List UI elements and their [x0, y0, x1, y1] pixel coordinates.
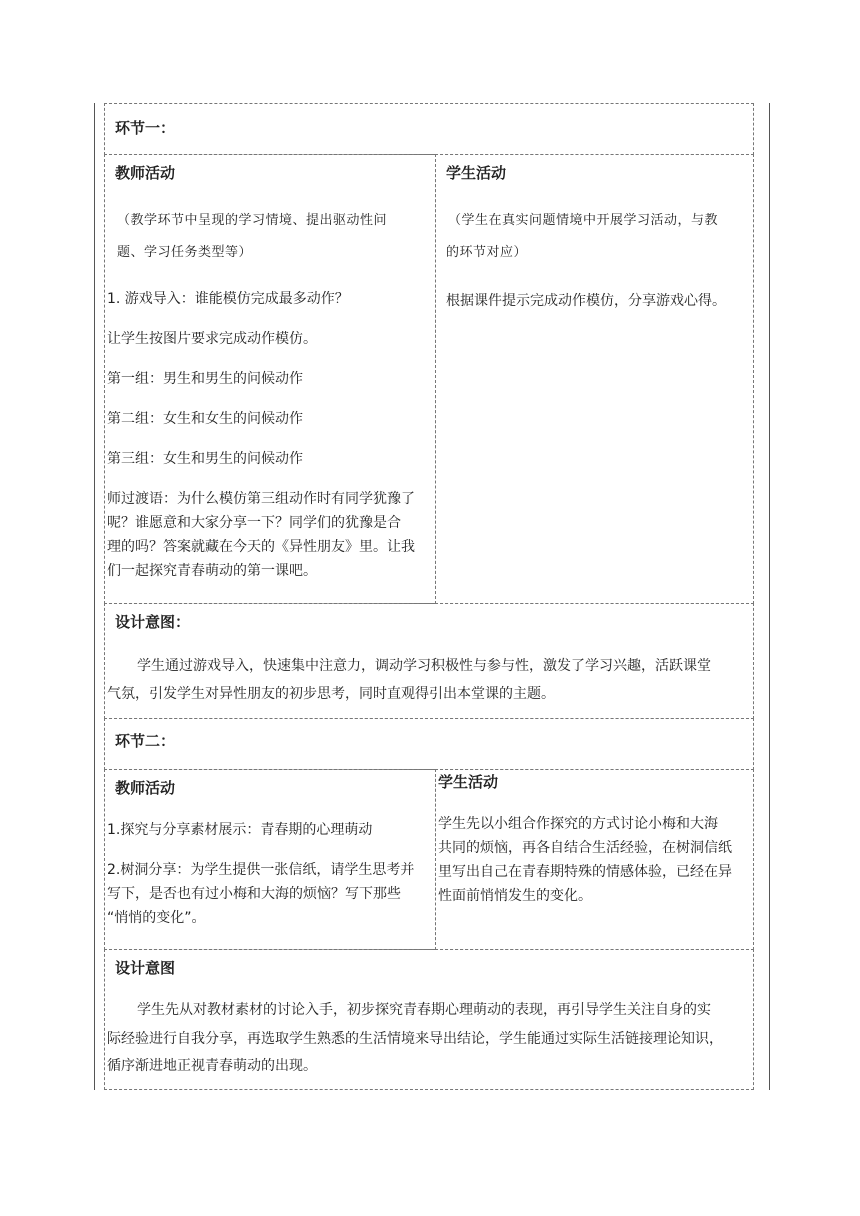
teacher-item: 写下，是否也有过小梅和大海的烦恼？写下那些: [107, 886, 401, 902]
section2-title: 环节二：: [115, 732, 176, 750]
section2-title-row: [104, 718, 754, 770]
teacher-activity-heading: 教师活动: [115, 164, 176, 182]
section1-teacher-cell: [104, 154, 436, 604]
section1-student-cell: [435, 154, 754, 604]
teacher-transition: 理的吗？答案就藏在今天的《异性朋友》里。让我: [107, 539, 415, 555]
teacher-group: 第一组：男生和男生的问候动作: [107, 371, 303, 387]
teacher-item: 1. 游戏导入：谁能模仿完成最多动作？: [107, 291, 349, 307]
student-activity-text: 根据课件提示完成动作模仿，分享游戏心得。: [446, 293, 726, 309]
teacher-group: 第三组：女生和男生的问候动作: [107, 451, 303, 467]
student-hint-line: （学生在真实问题情境中开展学习活动，与教: [448, 213, 719, 228]
teacher-hint-line: 题、学习任务类型等）: [117, 245, 253, 260]
teacher-transition: 师过渡语：为什么模仿第三组动作时有同学犹豫了: [107, 491, 415, 507]
design-intent-line: 学生先从对教材素材的讨论入手，初步探究青春期心理萌动的表现，再引导学生关注自身的实: [137, 1002, 711, 1018]
student-activity-line: 共同的烦恼，再各自结合生活经验，在树洞信纸: [438, 840, 732, 856]
section2-teacher-cell: [104, 769, 436, 950]
student-hint-line: 的环节对应）: [446, 245, 528, 260]
teacher-transition: 们一起探究青春萌动的第一课吧。: [107, 563, 317, 579]
student-activity-heading: 学生活动: [438, 773, 499, 791]
teacher-group: 第二组：女生和女生的问候动作: [107, 411, 303, 427]
design-intent-line: 学生通过游戏导入，快速集中注意力，调动学习积极性与参与性，激发了学习兴趣，活跃课堂: [137, 658, 711, 674]
section2-student-cell: [435, 769, 754, 950]
teacher-activity-heading: 教师活动: [115, 779, 176, 797]
section1-design-cell: [104, 603, 754, 719]
teacher-item: “悄悄的变化”。: [107, 910, 206, 926]
design-intent-line: 气氛，引发学生对异性朋友的初步思考，同时直观得引出本堂课的主题。: [107, 686, 555, 702]
design-intent-line: 循序渐进地正视青春萌动的出现。: [107, 1058, 317, 1074]
section1-title: 环节一：: [115, 119, 176, 137]
teacher-item: 1.探究与分享素材展示：青春期的心理萌动: [107, 822, 373, 838]
teacher-transition: 呢？谁愿意和大家分享一下？同学们的犹豫是合: [107, 515, 401, 531]
table-right-border: [769, 103, 770, 1090]
teacher-hint-line: （教学环节中呈现的学习情境、提出驱动性问: [117, 213, 388, 228]
section1-title-row: [104, 103, 754, 155]
design-intent-line: 际经验进行自我分享，再选取学生熟悉的生活情境来导出结论，学生能通过实际生活链接理论知识，: [107, 1031, 723, 1047]
teacher-item: 2.树洞分享：为学生提供一张信纸，请学生思考并: [107, 862, 415, 878]
design-intent-heading: 设计意图: [115, 959, 176, 977]
student-activity-heading: 学生活动: [446, 164, 507, 182]
table-left-border: [94, 103, 95, 1090]
student-activity-line: 性面前悄悄发生的变化。: [438, 888, 592, 904]
teacher-item: 让学生按图片要求完成动作模仿。: [107, 331, 317, 347]
student-activity-line: 学生先以小组合作探究的方式讨论小梅和大海: [438, 816, 718, 832]
design-intent-heading: 设计意图：: [115, 613, 191, 631]
student-activity-line: 里写出自己在青春期特殊的情感体验，已经在异: [438, 864, 732, 880]
section2-design-cell: [104, 949, 754, 1090]
